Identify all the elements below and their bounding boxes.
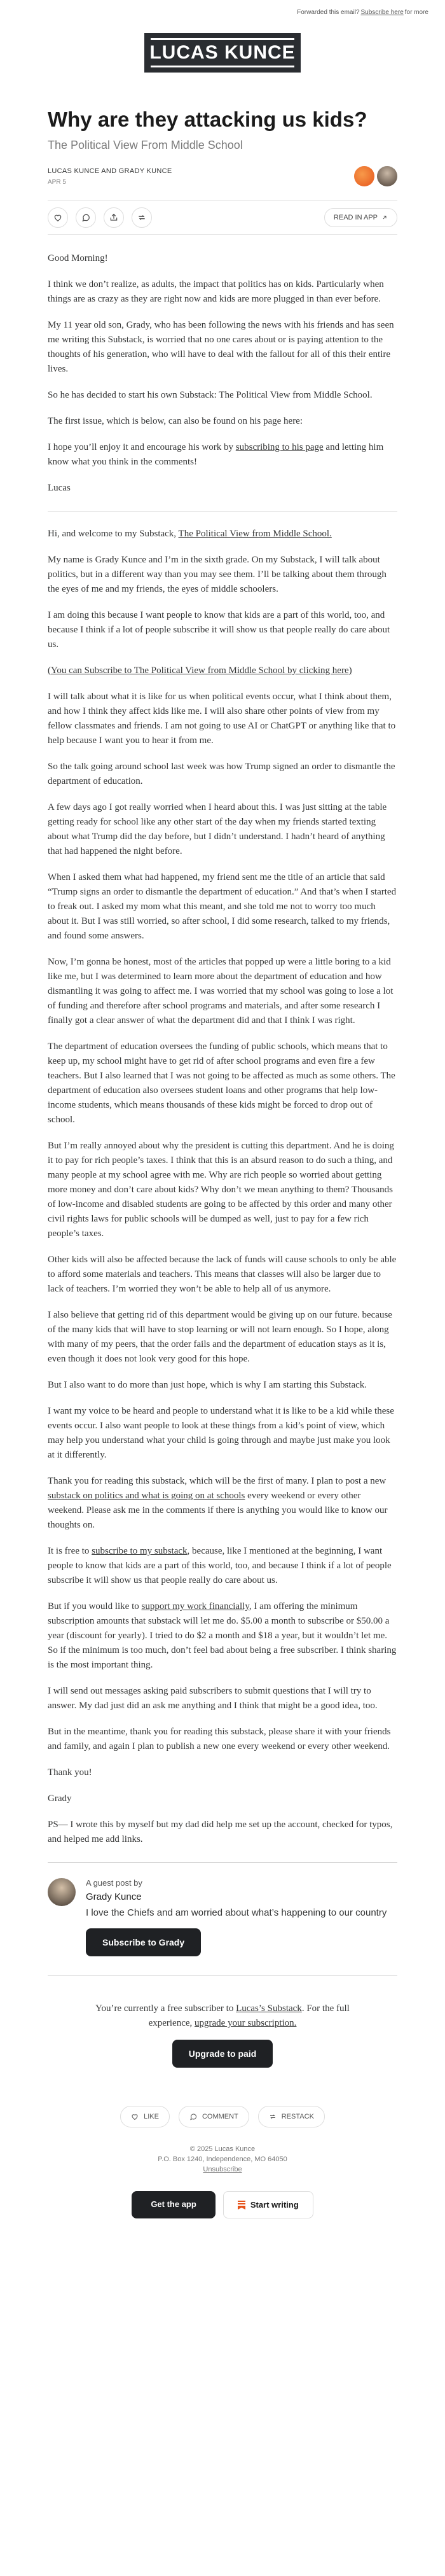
paragraph: It is free to subscribe to my substack, because, like I mentioned at the beginning, I want people to know that kids are a part of this world, too, and because I think if a lot of people subscribe it will show us that people really do care about us.: [48, 1546, 392, 1585]
guest-name[interactable]: Grady Kunce: [86, 1891, 142, 1902]
footer: [48, 2144, 397, 2175]
paragraph: I also believe that getting rid of this department would be giving up on our future. because of the many kids that will have to stop learning or will not learn enough. So I hope, along with many of my peers, that the order fails and the department of education stays as it is, even though it does not look very good for this hope.: [48, 1310, 392, 1364]
forwarded-text: Forwarded this email?: [297, 8, 360, 16]
paragraph: My 11 year old son, Grady, who has been following the news with his friends and has seen me writing this Substack, is worried that no one cares about or is paying attention to the thoughts of his generation, who will have to deal with the fallout for all of this their entire lives.: [48, 320, 394, 374]
publication-name-link[interactable]: Lucas’s Substack: [236, 2003, 302, 2014]
paragraph: But in the meantime, thank you for reading this substack, please share it with your friends and family, and again I plan to publish a new one every weekend or every other weekend.: [48, 1727, 391, 1751]
restack-button[interactable]: [132, 207, 152, 228]
post-title[interactable]: Why are they attacking us kids?: [48, 108, 367, 131]
support-financially-link[interactable]: support my work financially: [141, 1601, 249, 1612]
external-link-icon: [381, 214, 388, 221]
app-row: [48, 2191, 397, 2218]
engagement-bar: [48, 2106, 397, 2127]
paragraph: Now, I’m gonna be honest, most of the articles that popped up were a little boring to a kid like me, but I was determined to learn more about the department of education and how dismantling it was going to affect me. I was worried that my school was going to lose a lot of funding and therefore after school programs and materials, and after some research I finally got a clear answer of what the department did and that I think I was right.: [48, 957, 394, 1026]
restack-icon: [269, 2113, 277, 2120]
paragraph: I am doing this because I want people to know that kids are a part of this world, too, and because I think if a lot of people subscribe it will show us that people really do care about us.: [48, 610, 390, 650]
paragraph: I want my voice to be heard and people to understand what it is like to be a kid while these events occur. I also want people to look at these things from a kid’s point of view, which may help you understand what your child is going through and maybe just make you look at it differently.: [48, 1406, 394, 1460]
post-actions-bar: [48, 200, 397, 235]
restack-pill[interactable]: RESTACK: [258, 2106, 325, 2127]
subscribe-to-grady-button[interactable]: Subscribe to Grady: [86, 1928, 201, 1956]
paragraph: The first issue, which is below, can also be found on his page here:: [48, 416, 303, 426]
copyright: © 2025 Lucas Kunce: [189, 2145, 256, 2153]
divider: [48, 1862, 397, 1863]
paragraph: But I also want to do more than just hope, which is why I am starting this Substack.: [48, 1380, 367, 1390]
subscribe-substack-link[interactable]: subscribe to my substack: [92, 1546, 188, 1556]
subscribe-here-link[interactable]: Subscribe here: [360, 8, 404, 16]
subscribing-link[interactable]: subscribing to his page: [235, 442, 324, 452]
paragraph: But I’m really annoyed about why the president is cutting this department. And he is doing it to pay for rich people’s taxes. I think that this is an absurd reason to do such a thing, and many people at my school agree with me. Why are rich people so worried about getting more money and don’t care about kids? Why don’t we mean anything to them? Thousands of low-income and disabled students are going to be affected by this order and many other civil rights laws for public schools will be dumped as well, just to pay for a few rich people’s taxes.: [48, 1141, 394, 1239]
divider: [48, 1975, 397, 1976]
address: P.O. Box 1240, Independence, MO 64050: [158, 2155, 287, 2163]
get-the-app-button[interactable]: Get the app: [132, 2191, 216, 2218]
post-authors[interactable]: LUCAS KUNCE AND GRADY KUNCE: [48, 167, 172, 175]
read-in-app-button[interactable]: READ IN APP: [324, 208, 397, 227]
paragraph: So the talk going around school last week was how Trump signed an order to dismantle the department of education.: [48, 762, 395, 786]
paragraph: [48, 664, 397, 678]
comment-icon: [189, 2113, 197, 2120]
guest-avatar[interactable]: [48, 1878, 76, 1906]
subscribe-link[interactable]: (You can Subscribe to The Political View from Middle School by clicking here): [48, 665, 352, 676]
comment-pill[interactable]: COMMENT: [179, 2106, 249, 2127]
paragraph: A few days ago I got really worried when I heard about this. I was just sitting at the table getting ready for school like any other start of the day when my friends started texting about what Trump did the day before, but I didn’t understand. I hadn’t heard of anything that had happened the night before.: [48, 802, 387, 856]
paragraph: I hope you’ll enjoy it and encourage his work by subscribing to his page and letting him know what you think in the comments!: [48, 442, 384, 467]
publication-logo[interactable]: LUCAS KUNCE: [144, 33, 301, 73]
paragraph: I think we don’t realize, as adults, the impact that politics has on kids. Particularly when things are as crazy as they are right now and kids are more plugged in than ever before.: [48, 279, 384, 304]
guest-bio: I love the Chiefs and am worried about what’s happening to our country: [86, 1907, 387, 1918]
substack-logo-icon: [238, 2201, 245, 2210]
upgrade-to-paid-button[interactable]: Upgrade to paid: [172, 2040, 273, 2068]
forward-bar: [0, 0, 445, 24]
paragraph: Hi, and welcome to my Substack, The Political View from Middle School.: [48, 529, 332, 539]
post-body: [48, 251, 397, 1847]
share-button[interactable]: [104, 207, 124, 228]
paragraph: Good Morning!: [48, 253, 108, 263]
paragraph: I will send out messages asking paid subscribers to submit questions that I will try to answer. My dad just did an ask me anything and I think that might be a good idea, too.: [48, 1686, 378, 1711]
paragraph: My name is Grady Kunce and I’m in the sixth grade. On my Substack, I will talk about politics, but in a different way than you may see them. I’ll be talking about them through the eyes of me and my friends, the eyes of middle schoolers.: [48, 555, 387, 594]
comment-icon: [81, 213, 90, 222]
like-button[interactable]: [48, 207, 68, 228]
post-date: APR 5: [48, 178, 66, 186]
heart-icon: [53, 213, 62, 222]
restack-icon: [137, 213, 146, 222]
paragraph: When I asked them what had happened, my friend sent me the title of an article that said “Trump signs an order to dismantle the department of education.” And that’s when I started to freak out. I asked my mom what this meant, and she told me not to worry too much about it. But I was still worried, so after school, I did some research, talked to my friends, and found some answers.: [48, 872, 397, 941]
divider: [48, 511, 397, 512]
paragraph: Other kids will also be affected because the lack of funds will cause schools to only be able to afford some materials and teachers. This means that classes will also be larger due to lack of teachers. I’m worried they won’t be able to help all of us anymore.: [48, 1255, 397, 1294]
paragraph: But if you would like to support my work financially, I am offering the minimum subscription amounts that substack will let me do. $5.00 a month to subscribe or $50.00 a year (discount for yearly). I tried to do $2 a month and $18 a year, but it wouldn’t let me. So if the minimum is too much, don’t feel bad about being a free subscriber. I think sharing is the most important thing.: [48, 1601, 397, 1670]
start-writing-button[interactable]: Start writing: [223, 2191, 313, 2218]
paragraph: So he has decided to start his own Substack: The Political View from Middle School.: [48, 390, 373, 400]
guest-label: A guest post by: [86, 1878, 142, 1888]
share-icon: [109, 213, 118, 222]
guest-post-card: [48, 1878, 397, 1956]
like-pill[interactable]: LIKE: [120, 2106, 170, 2127]
paragraph: The department of education oversees the funding of public schools, which means that to keep up, my school might have to get rid of after school programs and even fire a few teachers. But I also learned that I was not going to be affected as much as some others. The department of education also oversees student loans and other programs that help low-income students, which means thousands of these kids might be forced to drop out of school.: [48, 1041, 395, 1125]
paragraph: PS— I wrote this by myself but my dad did help me set up the account, checked for typos, and helped me add links.: [48, 1820, 393, 1844]
comment-button[interactable]: [76, 207, 96, 228]
author-avatars: [354, 166, 397, 186]
paragraph: Lucas: [48, 483, 71, 493]
publication-link[interactable]: The Political View from Middle School.: [178, 529, 332, 539]
paragraph: I will talk about what it is like for us when political events occur, what I think about them, and how I think they affect kids like me. I will also share other points of view from my fellow classmates and friends. I am not going to use AI or ChatGPT or anything like that to help because I want you to hear it from me.: [48, 692, 396, 746]
avatar[interactable]: [377, 166, 397, 186]
paragraph: Grady: [48, 1793, 72, 1804]
paragraph: Thank you!: [48, 1767, 92, 1778]
unsubscribe-link[interactable]: Unsubscribe: [203, 2166, 242, 2173]
paragraph: Thank you for reading this substack, which will be the first of many. I plan to post a new substack on politics and what is going on at schools every weekend or every other weekend. Please ask me in the comments if there is anything you would like to know our thoughts on.: [48, 1476, 388, 1530]
politics-substack-link[interactable]: substack on politics and what is going on at schools: [48, 1491, 245, 1501]
heart-icon: [131, 2113, 139, 2120]
upgrade-subscription-link[interactable]: upgrade your subscription.: [195, 2018, 297, 2028]
post-subtitle: The Political View From Middle School: [48, 139, 243, 151]
avatar[interactable]: [354, 166, 374, 186]
subscription-notice: You’re currently a free subscriber to Lucas’s Substack. For the full experience, upgrade your subscription.: [95, 2003, 350, 2028]
for-more-text: for more: [404, 8, 428, 16]
